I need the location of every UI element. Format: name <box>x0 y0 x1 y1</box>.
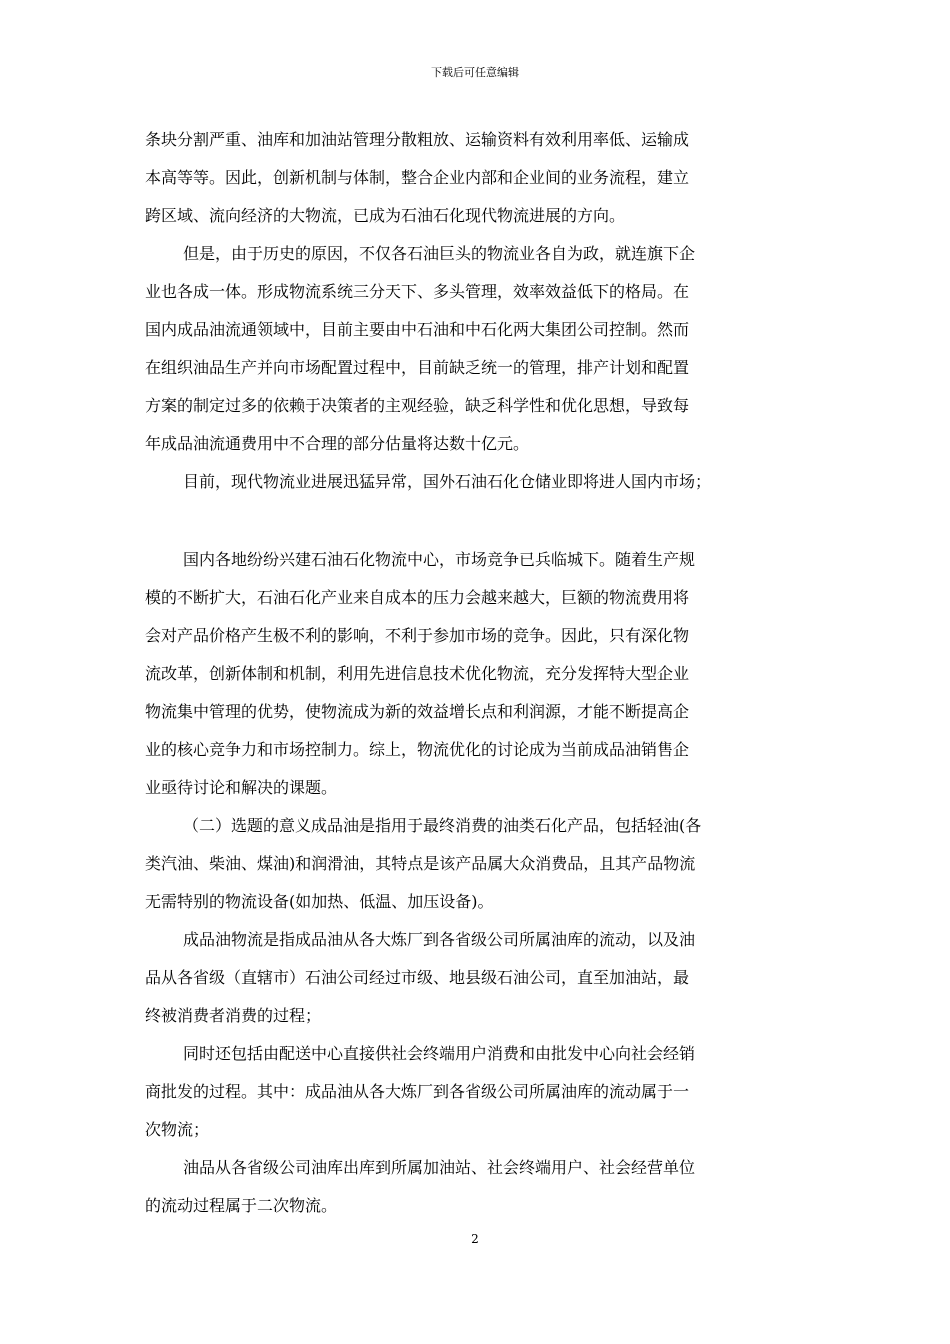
text-line: 成品油物流是指成品油从各大炼厂到各省级公司所属油库的流动，以及油 <box>183 930 696 949</box>
paragraph-7 <box>145 1035 815 1149</box>
document-body <box>145 121 815 1225</box>
text-line: 类汽油、柴油、煤油)和润滑油，其特点是该产品属大众消费品，且其产品物流 <box>145 854 696 873</box>
text-line: 国内各地纷纷兴建石油石化物流中心，市场竞争已兵临城下。随着生产规 <box>183 550 696 569</box>
text-line: 油品从各省级公司油库出库到所属加油站、社会终端用户、社会经营单位 <box>183 1158 696 1177</box>
paragraph-8 <box>145 1149 815 1225</box>
text-line: 本高等等。因此，创新机制与体制，整合企业内部和企业间的业务流程，建立 <box>145 168 690 187</box>
text-line: 业的核心竞争力和市场控制力。综上，物流优化的讨论成为当前成品油销售企 <box>145 740 690 759</box>
text-line: 目前，现代物流业进展迅猛异常，国外石油石化仓储业即将进人国内市场； <box>183 472 712 491</box>
text-line: 模的不断扩大，石油石化产业来自成本的压力会越来越大，巨额的物流费用将 <box>145 588 690 607</box>
text-line: 流改革，创新体制和机制，利用先进信息技术优化物流，充分发挥特大型企业 <box>145 664 690 683</box>
text-line: 终被消费者消费的过程； <box>145 1006 322 1025</box>
text-line: 商批发的过程。其中：成品油从各大炼厂到各省级公司所属油库的流动属于一 <box>145 1082 690 1101</box>
text-line: 业也各成一体。形成物流系统三分天下、多头管理，效率效益低下的格局。在 <box>145 282 690 301</box>
text-line: 物流集中管理的优势，使物流成为新的效益增长点和利润源，才能不断提高企 <box>145 702 690 721</box>
text-line: 但是，由于历史的原因，不仅各石油巨头的物流业各自为政，就连旗下企 <box>183 244 696 263</box>
text-line: 同时还包括由配送中心直接供社会终端用户消费和由批发中心向社会经销 <box>183 1044 696 1063</box>
text-line: 的流动过程属于二次物流。 <box>145 1196 338 1215</box>
page-header: 下载后可任意编辑 <box>431 66 519 79</box>
text-line: 次物流； <box>145 1120 210 1139</box>
paragraph-1 <box>145 121 815 235</box>
paragraph-3 <box>145 463 815 501</box>
paragraph-4 <box>145 541 815 807</box>
page-number: 2 <box>471 1232 479 1246</box>
text-line: 方案的制定过多的依赖于决策者的主观经验，缺乏科学性和优化思想，导致每 <box>145 396 690 415</box>
text-line: 品从各省级（直辖市）石油公司经过市级、地县级石油公司，直至加油站，最 <box>145 968 690 987</box>
paragraph-6 <box>145 921 815 1035</box>
text-line: 会对产品价格产生极不利的影响，不利于参加市场的竞争。因此，只有深化物 <box>145 626 690 645</box>
text-line: 业亟待讨论和解决的课题。 <box>145 778 338 797</box>
paragraph-2 <box>145 235 815 463</box>
paragraph-5 <box>145 807 815 921</box>
text-line: 无需特别的物流设备(如加热、低温、加压设备)。 <box>145 892 494 911</box>
text-line: 条块分割严重、油库和加油站管理分散粗放、运输资料有效利用率低、运输成 <box>145 130 690 149</box>
paragraph-gap <box>145 501 815 541</box>
text-line: 国内成品油流通领域中，目前主要由中石油和中石化两大集团公司控制。然而 <box>145 320 690 339</box>
text-line: 在组织油品生产并向市场配置过程中，目前缺乏统一的管理，排产计划和配置 <box>145 358 690 377</box>
text-line: （二）选题的意义成品油是指用于最终消费的油类石化产品，包括轻油(各 <box>183 816 702 835</box>
text-line: 跨区域、流向经济的大物流，已成为石油石化现代物流进展的方向。 <box>145 206 626 225</box>
text-line: 年成品油流通费用中不合理的部分估量将达数十亿元。 <box>145 434 530 453</box>
